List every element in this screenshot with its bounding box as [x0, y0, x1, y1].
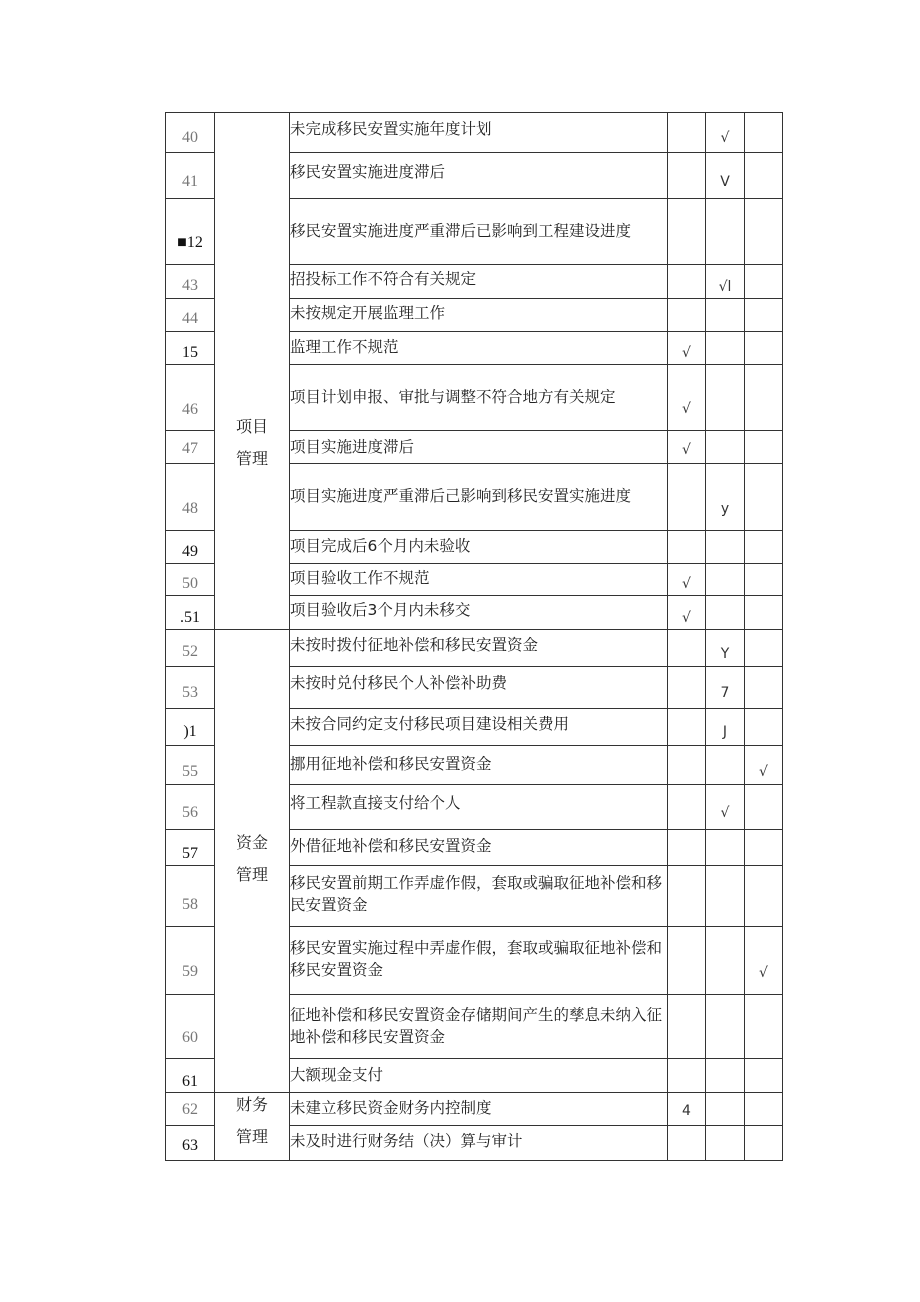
violation-description: 外借征地补偿和移民安置资金 — [290, 830, 668, 866]
row-number: 52 — [166, 630, 215, 667]
violation-description: 未按合同约定支付移民项目建设相关费用 — [290, 709, 668, 746]
row-number: 50 — [166, 564, 215, 596]
check-col-2 — [706, 1093, 745, 1126]
check-col-3 — [745, 830, 783, 866]
row-number: 43 — [166, 265, 215, 299]
row-number: 47 — [166, 431, 215, 464]
check-col-2: Y — [706, 630, 745, 667]
check-col-1 — [668, 746, 706, 785]
row-number: 46 — [166, 365, 215, 431]
check-col-1 — [668, 265, 706, 299]
check-col-2 — [706, 866, 745, 927]
violation-description: 大额现金支付 — [290, 1059, 668, 1093]
violation-description: 项目计划申报、审批与调整不符合地方有关规定 — [290, 365, 668, 431]
row-number: 56 — [166, 785, 215, 830]
check-col-1 — [668, 995, 706, 1059]
row-number: 44 — [166, 299, 215, 332]
check-col-1 — [668, 709, 706, 746]
violation-description: 未完成移民安置实施年度计划 — [290, 113, 668, 153]
row-number: 58 — [166, 866, 215, 927]
check-col-1: √ — [668, 431, 706, 464]
table-row — [166, 1093, 783, 1126]
check-col-1 — [668, 153, 706, 199]
check-col-3 — [745, 564, 783, 596]
violation-description: 未按规定开展监理工作 — [290, 299, 668, 332]
row-number: 59 — [166, 927, 215, 995]
category-label: 项目 管理 — [235, 417, 268, 468]
row-number: 53 — [166, 667, 215, 709]
check-col-3 — [745, 630, 783, 667]
check-col-2: 7 — [706, 667, 745, 709]
check-col-2 — [706, 1059, 745, 1093]
check-col-1 — [668, 113, 706, 153]
check-col-3 — [745, 299, 783, 332]
violation-description: 未按时兑付移民个人补偿补助费 — [290, 667, 668, 709]
check-col-3 — [745, 709, 783, 746]
check-col-3 — [745, 531, 783, 564]
check-col-3 — [745, 265, 783, 299]
check-col-2 — [706, 746, 745, 785]
check-col-3 — [745, 1126, 783, 1161]
violation-description: 挪用征地补偿和移民安置资金 — [290, 746, 668, 785]
check-col-1: √ — [668, 596, 706, 630]
check-col-3 — [745, 431, 783, 464]
check-col-2: √ — [706, 113, 745, 153]
row-number: 62 — [166, 1093, 215, 1126]
check-col-1 — [668, 1059, 706, 1093]
row-number: 57 — [166, 830, 215, 866]
check-col-2: √l — [706, 265, 745, 299]
check-col-1 — [668, 531, 706, 564]
check-col-3 — [745, 667, 783, 709]
violation-description: 移民安置实施进度滞后 — [290, 153, 668, 199]
check-col-3 — [745, 995, 783, 1059]
check-col-2 — [706, 199, 745, 265]
check-col-3 — [745, 866, 783, 927]
row-number: .51 — [166, 596, 215, 630]
check-col-1 — [668, 630, 706, 667]
violation-description: 项目实施进度严重滞后己影响到移民安置实施进度 — [290, 464, 668, 531]
check-col-2 — [706, 365, 745, 431]
check-col-3 — [745, 1059, 783, 1093]
row-number: ■12 — [166, 199, 215, 265]
check-col-3 — [745, 464, 783, 531]
violation-description: 监理工作不规范 — [290, 332, 668, 365]
row-number: 49 — [166, 531, 215, 564]
check-col-2 — [706, 927, 745, 995]
check-col-2 — [706, 830, 745, 866]
violation-description: 未及时进行财务结（决）算与审计 — [290, 1126, 668, 1161]
check-col-1 — [668, 667, 706, 709]
check-col-1 — [668, 1126, 706, 1161]
row-number: 41 — [166, 153, 215, 199]
check-col-1: √ — [668, 564, 706, 596]
row-number: 61 — [166, 1059, 215, 1093]
check-col-3 — [745, 1093, 783, 1126]
check-col-3: √ — [745, 746, 783, 785]
check-col-3 — [745, 332, 783, 365]
check-col-3 — [745, 113, 783, 153]
check-col-1 — [668, 464, 706, 531]
row-number: 15 — [166, 332, 215, 365]
check-col-2 — [706, 299, 745, 332]
check-col-2: y — [706, 464, 745, 531]
check-col-2: J — [706, 709, 745, 746]
violation-description: 移民安置实施过程中弄虚作假，套取或骗取征地补偿和移民安置资金 — [290, 927, 668, 995]
category-label: 财务 管理 — [235, 1095, 268, 1146]
category-cell-finance — [215, 1093, 290, 1161]
row-number: 55 — [166, 746, 215, 785]
check-col-2: V — [706, 153, 745, 199]
violation-description: 项目完成后6个月内未验收 — [290, 531, 668, 564]
row-number: 48 — [166, 464, 215, 531]
violation-description: 未建立移民资金财务内控制度 — [290, 1093, 668, 1126]
check-col-1: √ — [668, 332, 706, 365]
check-col-2 — [706, 431, 745, 464]
row-number: 40 — [166, 113, 215, 153]
check-col-3 — [745, 365, 783, 431]
check-col-1 — [668, 830, 706, 866]
violation-description: 将工程款直接支付给个人 — [290, 785, 668, 830]
violation-description: 项目实施进度滞后 — [290, 431, 668, 464]
check-col-3 — [745, 153, 783, 199]
check-col-2 — [706, 995, 745, 1059]
violation-description: 征地补偿和移民安置资金存储期间产生的孳息未纳入征地补偿和移民安置资金 — [290, 995, 668, 1059]
check-col-1 — [668, 299, 706, 332]
check-col-2 — [706, 332, 745, 365]
table-row — [166, 113, 783, 153]
check-col-3 — [745, 596, 783, 630]
check-col-3 — [745, 199, 783, 265]
check-col-2: √ — [706, 785, 745, 830]
check-col-2 — [706, 531, 745, 564]
check-col-2 — [706, 564, 745, 596]
violation-description: 移民安置前期工作弄虚作假，套取或骗取征地补偿和移民安置资金 — [290, 866, 668, 927]
violation-table — [165, 112, 783, 1161]
violation-description: 移民安置实施进度严重滞后已影响到工程建设进度 — [290, 199, 668, 265]
category-cell-funds — [215, 630, 290, 1093]
violation-description: 项目验收工作不规范 — [290, 564, 668, 596]
category-label: 资金 管理 — [235, 833, 268, 884]
check-col-1 — [668, 927, 706, 995]
check-col-3: √ — [745, 927, 783, 995]
check-col-3 — [745, 785, 783, 830]
violation-description: 招投标工作不符合有关规定 — [290, 265, 668, 299]
violation-description: 未按时拨付征地补偿和移民安置资金 — [290, 630, 668, 667]
check-col-1: √ — [668, 365, 706, 431]
check-col-1 — [668, 785, 706, 830]
row-number: )1 — [166, 709, 215, 746]
category-cell-project — [215, 113, 290, 630]
table-row — [166, 630, 783, 667]
row-number: 63 — [166, 1126, 215, 1161]
check-col-2 — [706, 1126, 745, 1161]
check-col-1 — [668, 199, 706, 265]
row-number: 60 — [166, 995, 215, 1059]
check-col-1: 4 — [668, 1093, 706, 1126]
check-col-1 — [668, 866, 706, 927]
check-col-2 — [706, 596, 745, 630]
violation-description: 项目验收后3个月内未移交 — [290, 596, 668, 630]
